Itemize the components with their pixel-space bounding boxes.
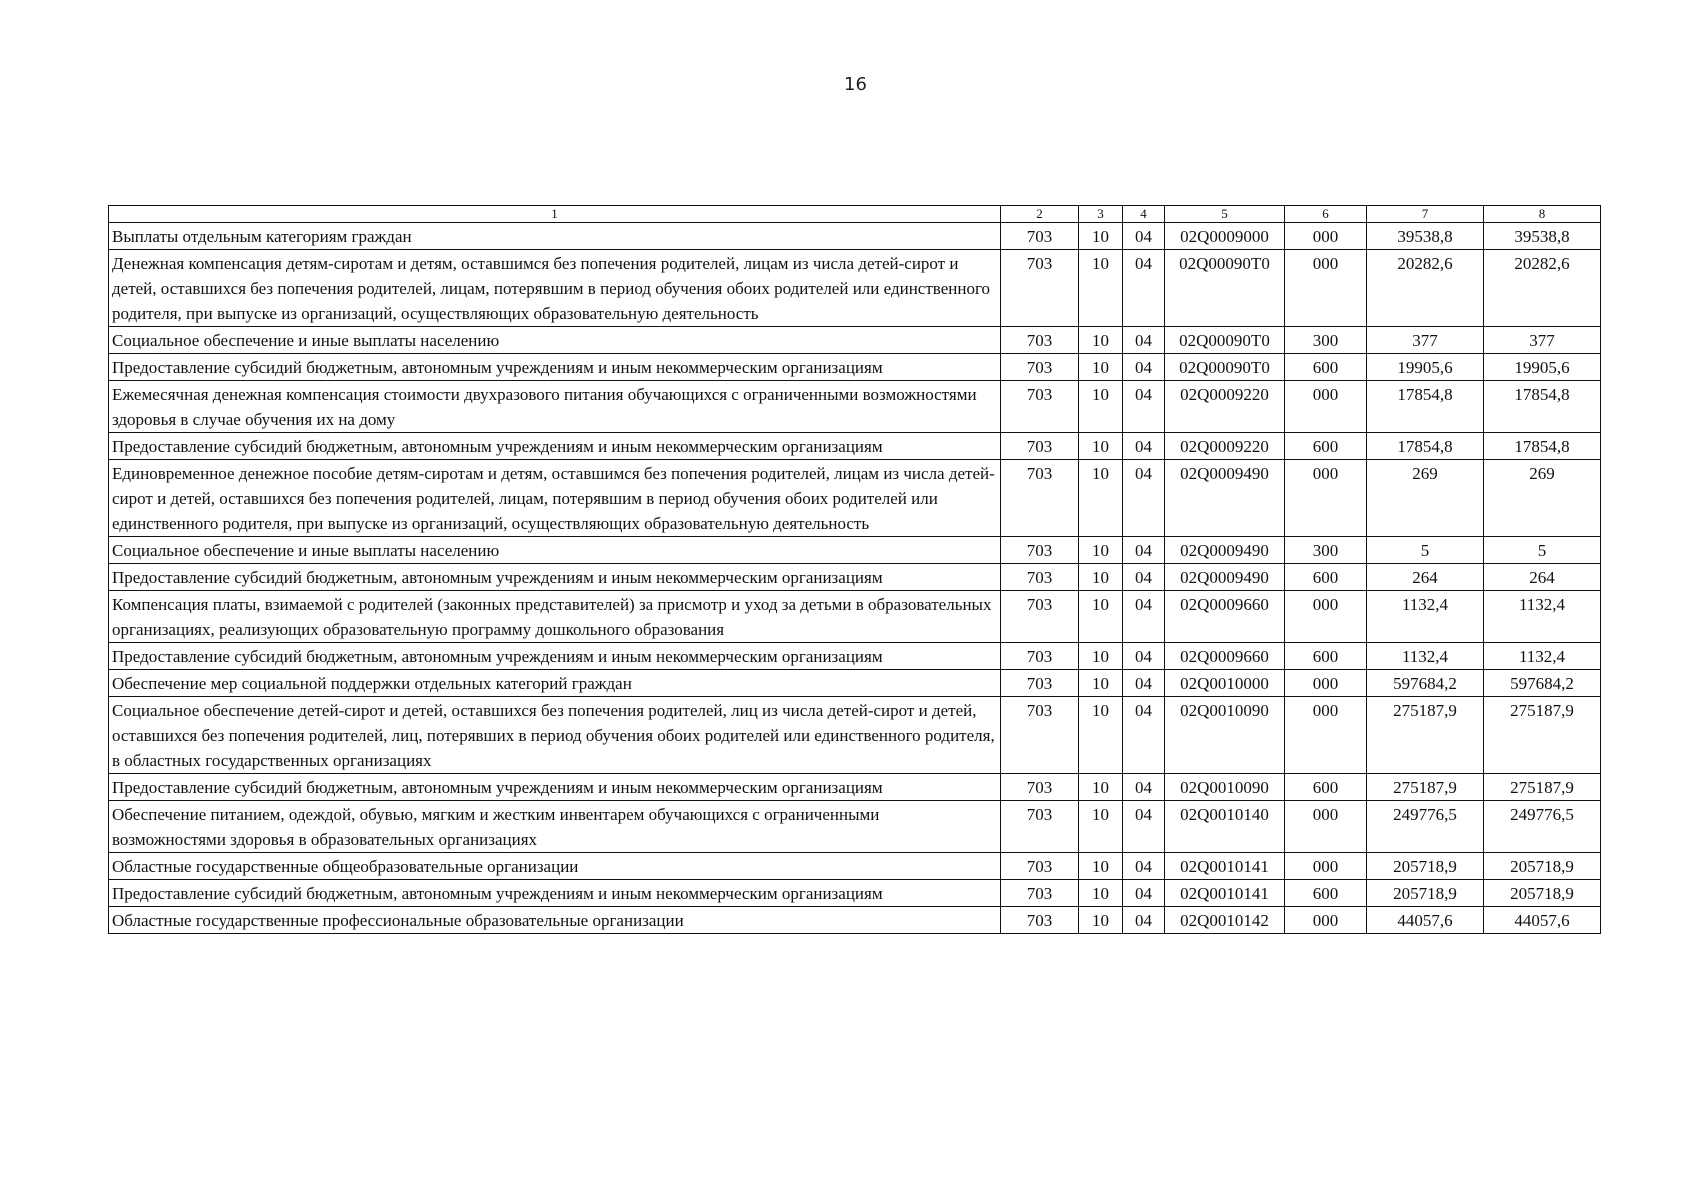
row-amount-cell: 269 <box>1367 460 1484 537</box>
row-name-cell: Предоставление субсидий бюджетным, автономным учреждениям и иным некоммерческим организациям <box>109 564 1001 591</box>
row-name-cell: Социальное обеспечение детей-сирот и детей, оставшихся без попечения родителей, лиц из числа детей-сирот и детей, оставшихся без попечения родителей, лиц, потерявших в период обучения обоих родителей или единственного родителя, в областных государственных организациях <box>109 697 1001 774</box>
table-row <box>109 327 1601 354</box>
row-amount2-cell: 17854,8 <box>1484 381 1601 433</box>
row-type-cell: 600 <box>1285 880 1367 907</box>
row-subsection-cell: 04 <box>1123 697 1165 774</box>
header-cell-5: 5 <box>1165 206 1285 223</box>
row-target-cell: 02Q0009660 <box>1165 643 1285 670</box>
row-section-cell: 10 <box>1079 697 1123 774</box>
table-row <box>109 907 1601 934</box>
row-subsection-cell: 04 <box>1123 250 1165 327</box>
row-type-cell: 000 <box>1285 381 1367 433</box>
row-target-cell: 02Q0009000 <box>1165 223 1285 250</box>
header-cell-8: 8 <box>1484 206 1601 223</box>
table-body <box>109 206 1601 934</box>
row-amount-cell: 5 <box>1367 537 1484 564</box>
header-cell-2: 2 <box>1001 206 1079 223</box>
row-amount-cell: 20282,6 <box>1367 250 1484 327</box>
row-name-cell: Социальное обеспечение и иные выплаты населению <box>109 537 1001 564</box>
row-subsection-cell: 04 <box>1123 591 1165 643</box>
row-code-cell: 703 <box>1001 643 1079 670</box>
row-amount-cell: 19905,6 <box>1367 354 1484 381</box>
row-amount-cell: 275187,9 <box>1367 697 1484 774</box>
row-target-cell: 02Q0010142 <box>1165 907 1285 934</box>
row-type-cell: 000 <box>1285 697 1367 774</box>
row-name-cell: Ежемесячная денежная компенсация стоимости двухразового питания обучающихся с ограниченными возможностями здоровья в случае обучения их на дому <box>109 381 1001 433</box>
row-subsection-cell: 04 <box>1123 670 1165 697</box>
row-section-cell: 10 <box>1079 643 1123 670</box>
row-code-cell: 703 <box>1001 381 1079 433</box>
row-name-cell: Компенсация платы, взимаемой с родителей (законных представителей) за присмотр и уход за детьми в образовательных организациях, реализующих образовательную программу дошкольного образования <box>109 591 1001 643</box>
row-type-cell: 600 <box>1285 354 1367 381</box>
row-name-cell: Предоставление субсидий бюджетным, автономным учреждениям и иным некоммерческим организациям <box>109 643 1001 670</box>
row-code-cell: 703 <box>1001 591 1079 643</box>
row-code-cell: 703 <box>1001 460 1079 537</box>
row-amount-cell: 377 <box>1367 327 1484 354</box>
row-target-cell: 02Q0009490 <box>1165 564 1285 591</box>
row-section-cell: 10 <box>1079 223 1123 250</box>
row-code-cell: 703 <box>1001 564 1079 591</box>
row-amount2-cell: 17854,8 <box>1484 433 1601 460</box>
row-section-cell: 10 <box>1079 907 1123 934</box>
row-section-cell: 10 <box>1079 381 1123 433</box>
page-number: 16 <box>844 74 867 95</box>
row-subsection-cell: 04 <box>1123 880 1165 907</box>
row-name-cell: Денежная компенсация детям-сиротам и детям, оставшимся без попечения родителей, лицам из числа детей-сирот и детей, оставшихся без попечения родителей, лицам, потерявшим в период обучения обоих родителей или единственного родителя, при выпуске из организаций, осуществляющих образовательную деятельность <box>109 250 1001 327</box>
row-code-cell: 703 <box>1001 697 1079 774</box>
row-code-cell: 703 <box>1001 250 1079 327</box>
row-section-cell: 10 <box>1079 460 1123 537</box>
row-type-cell: 600 <box>1285 643 1367 670</box>
row-type-cell: 000 <box>1285 853 1367 880</box>
row-type-cell: 300 <box>1285 327 1367 354</box>
budget-table <box>108 205 1601 934</box>
row-section-cell: 10 <box>1079 801 1123 853</box>
row-target-cell: 02Q00090T0 <box>1165 354 1285 381</box>
row-target-cell: 02Q00090T0 <box>1165 250 1285 327</box>
row-name-cell: Социальное обеспечение и иные выплаты населению <box>109 327 1001 354</box>
header-cell-3: 3 <box>1079 206 1123 223</box>
row-amount-cell: 597684,2 <box>1367 670 1484 697</box>
row-amount-cell: 1132,4 <box>1367 643 1484 670</box>
row-target-cell: 02Q0010140 <box>1165 801 1285 853</box>
row-subsection-cell: 04 <box>1123 354 1165 381</box>
row-code-cell: 703 <box>1001 801 1079 853</box>
table-row <box>109 853 1601 880</box>
row-code-cell: 703 <box>1001 327 1079 354</box>
row-target-cell: 02Q0009220 <box>1165 433 1285 460</box>
row-code-cell: 703 <box>1001 354 1079 381</box>
row-section-cell: 10 <box>1079 433 1123 460</box>
row-amount2-cell: 19905,6 <box>1484 354 1601 381</box>
row-amount2-cell: 44057,6 <box>1484 907 1601 934</box>
row-code-cell: 703 <box>1001 880 1079 907</box>
row-amount-cell: 1132,4 <box>1367 591 1484 643</box>
row-target-cell: 02Q0009490 <box>1165 460 1285 537</box>
row-subsection-cell: 04 <box>1123 801 1165 853</box>
row-type-cell: 300 <box>1285 537 1367 564</box>
row-section-cell: 10 <box>1079 327 1123 354</box>
header-cell-4: 4 <box>1123 206 1165 223</box>
row-type-cell: 000 <box>1285 670 1367 697</box>
header-cell-1: 1 <box>109 206 1001 223</box>
row-section-cell: 10 <box>1079 354 1123 381</box>
row-section-cell: 10 <box>1079 537 1123 564</box>
table-row <box>109 801 1601 853</box>
row-code-cell: 703 <box>1001 433 1079 460</box>
row-amount2-cell: 377 <box>1484 327 1601 354</box>
row-amount-cell: 39538,8 <box>1367 223 1484 250</box>
row-amount2-cell: 205718,9 <box>1484 880 1601 907</box>
row-name-cell: Обеспечение питанием, одеждой, обувью, мягким и жестким инвентарем обучающихся с ограниченными возможностями здоровья в образовательных организациях <box>109 801 1001 853</box>
row-target-cell: 02Q0010000 <box>1165 670 1285 697</box>
table-row <box>109 880 1601 907</box>
row-subsection-cell: 04 <box>1123 643 1165 670</box>
row-subsection-cell: 04 <box>1123 327 1165 354</box>
row-subsection-cell: 04 <box>1123 381 1165 433</box>
row-amount-cell: 205718,9 <box>1367 880 1484 907</box>
row-name-cell: Предоставление субсидий бюджетным, автономным учреждениям и иным некоммерческим организациям <box>109 433 1001 460</box>
row-type-cell: 000 <box>1285 907 1367 934</box>
table-header-row <box>109 206 1601 223</box>
row-code-cell: 703 <box>1001 907 1079 934</box>
table-row <box>109 697 1601 774</box>
row-amount2-cell: 249776,5 <box>1484 801 1601 853</box>
row-name-cell: Единовременное денежное пособие детям-сиротам и детям, оставшимся без попечения родителей, лицам из числа детей-сирот и детей, оставшихся без попечения родителей, лицам, потерявшим в период обучения обоих родителей или единственного родителя, при выпуске из организаций, осуществляющих образовательную деятельность <box>109 460 1001 537</box>
row-amount2-cell: 39538,8 <box>1484 223 1601 250</box>
table-row <box>109 354 1601 381</box>
row-type-cell: 000 <box>1285 223 1367 250</box>
row-code-cell: 703 <box>1001 223 1079 250</box>
row-section-cell: 10 <box>1079 564 1123 591</box>
row-section-cell: 10 <box>1079 774 1123 801</box>
row-code-cell: 703 <box>1001 774 1079 801</box>
row-subsection-cell: 04 <box>1123 460 1165 537</box>
row-amount-cell: 44057,6 <box>1367 907 1484 934</box>
row-subsection-cell: 04 <box>1123 853 1165 880</box>
row-subsection-cell: 04 <box>1123 223 1165 250</box>
row-name-cell: Предоставление субсидий бюджетным, автономным учреждениям и иным некоммерческим организациям <box>109 880 1001 907</box>
row-amount-cell: 17854,8 <box>1367 381 1484 433</box>
row-type-cell: 000 <box>1285 591 1367 643</box>
table-row <box>109 460 1601 537</box>
row-amount2-cell: 275187,9 <box>1484 697 1601 774</box>
row-type-cell: 000 <box>1285 801 1367 853</box>
row-subsection-cell: 04 <box>1123 564 1165 591</box>
row-type-cell: 600 <box>1285 564 1367 591</box>
row-name-cell: Выплаты отдельным категориям граждан <box>109 223 1001 250</box>
row-name-cell: Предоставление субсидий бюджетным, автономным учреждениям и иным некоммерческим организациям <box>109 354 1001 381</box>
table-row <box>109 564 1601 591</box>
row-code-cell: 703 <box>1001 537 1079 564</box>
table-row <box>109 643 1601 670</box>
row-amount2-cell: 597684,2 <box>1484 670 1601 697</box>
row-amount-cell: 275187,9 <box>1367 774 1484 801</box>
row-target-cell: 02Q0010090 <box>1165 774 1285 801</box>
row-name-cell: Обеспечение мер социальной поддержки отдельных категорий граждан <box>109 670 1001 697</box>
row-type-cell: 600 <box>1285 433 1367 460</box>
table-row <box>109 591 1601 643</box>
row-amount2-cell: 205718,9 <box>1484 853 1601 880</box>
row-section-cell: 10 <box>1079 880 1123 907</box>
table-row <box>109 250 1601 327</box>
header-cell-7: 7 <box>1367 206 1484 223</box>
table-row <box>109 670 1601 697</box>
header-cell-6: 6 <box>1285 206 1367 223</box>
row-target-cell: 02Q0009660 <box>1165 591 1285 643</box>
row-target-cell: 02Q00090T0 <box>1165 327 1285 354</box>
row-subsection-cell: 04 <box>1123 433 1165 460</box>
row-type-cell: 000 <box>1285 250 1367 327</box>
row-amount-cell: 249776,5 <box>1367 801 1484 853</box>
row-amount2-cell: 264 <box>1484 564 1601 591</box>
row-target-cell: 02Q0009220 <box>1165 381 1285 433</box>
row-section-cell: 10 <box>1079 591 1123 643</box>
row-name-cell: Областные государственные профессиональные образовательные организации <box>109 907 1001 934</box>
row-type-cell: 000 <box>1285 460 1367 537</box>
row-target-cell: 02Q0010141 <box>1165 853 1285 880</box>
row-target-cell: 02Q0009490 <box>1165 537 1285 564</box>
row-subsection-cell: 04 <box>1123 537 1165 564</box>
table-row <box>109 223 1601 250</box>
row-target-cell: 02Q0010141 <box>1165 880 1285 907</box>
row-code-cell: 703 <box>1001 670 1079 697</box>
row-amount2-cell: 5 <box>1484 537 1601 564</box>
row-amount2-cell: 275187,9 <box>1484 774 1601 801</box>
row-section-cell: 10 <box>1079 670 1123 697</box>
table-row <box>109 381 1601 433</box>
row-name-cell: Предоставление субсидий бюджетным, автономным учреждениям и иным некоммерческим организациям <box>109 774 1001 801</box>
row-code-cell: 703 <box>1001 853 1079 880</box>
table-row <box>109 537 1601 564</box>
row-amount2-cell: 20282,6 <box>1484 250 1601 327</box>
row-section-cell: 10 <box>1079 853 1123 880</box>
row-amount-cell: 264 <box>1367 564 1484 591</box>
row-name-cell: Областные государственные общеобразовательные организации <box>109 853 1001 880</box>
row-target-cell: 02Q0010090 <box>1165 697 1285 774</box>
row-amount2-cell: 1132,4 <box>1484 643 1601 670</box>
table-row <box>109 774 1601 801</box>
row-section-cell: 10 <box>1079 250 1123 327</box>
row-amount-cell: 17854,8 <box>1367 433 1484 460</box>
row-subsection-cell: 04 <box>1123 907 1165 934</box>
row-amount2-cell: 269 <box>1484 460 1601 537</box>
row-subsection-cell: 04 <box>1123 774 1165 801</box>
row-type-cell: 600 <box>1285 774 1367 801</box>
row-amount2-cell: 1132,4 <box>1484 591 1601 643</box>
row-amount-cell: 205718,9 <box>1367 853 1484 880</box>
table-row <box>109 433 1601 460</box>
